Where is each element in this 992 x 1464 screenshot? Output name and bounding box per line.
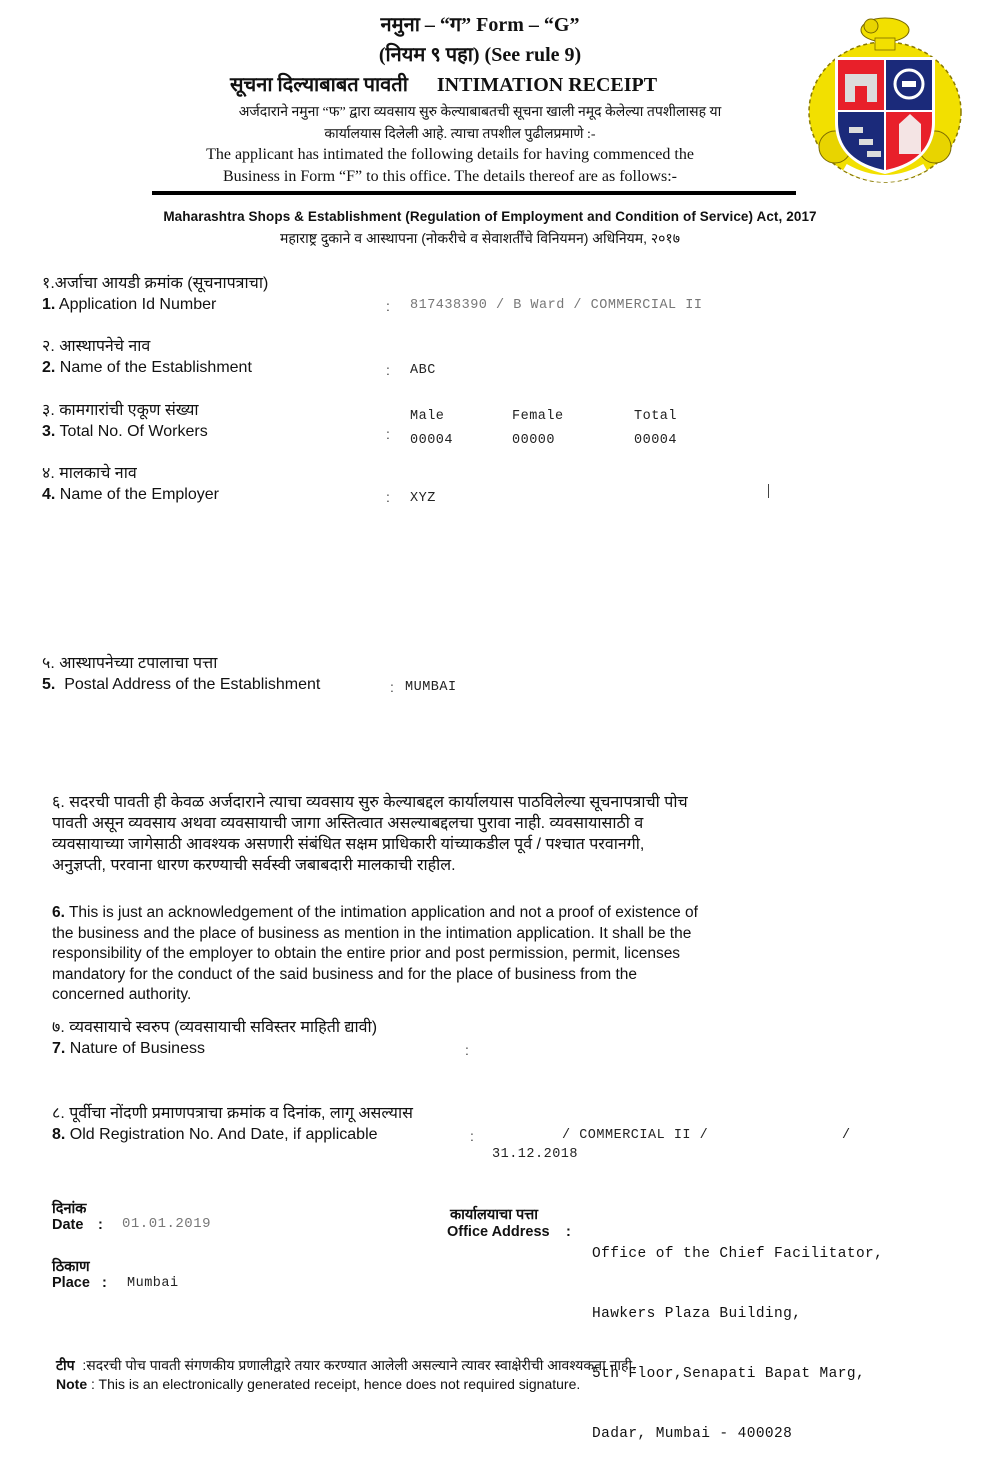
field8-label-text: Old Registration No. And Date, if applicable xyxy=(65,1126,378,1143)
receipt-title xyxy=(230,70,790,97)
place-label-mr: ठिकाण xyxy=(52,1259,90,1275)
field5-number: 5. xyxy=(42,676,56,693)
clause6-en-line xyxy=(52,903,812,924)
field1-number: 1. xyxy=(42,296,56,313)
clause6-mr-line: अनुज्ञप्ती, परवाना धारण करण्याची सर्वस्वी जबाबदारी मालकाची राहील. xyxy=(52,857,456,874)
field5-label-mr: ५. आस्थापनेच्या टपालाचा पत्ता xyxy=(42,655,218,672)
employer-name-value: XYZ xyxy=(410,491,436,506)
form-title: नमुना – “ग” Form – “G” xyxy=(380,14,580,36)
field2-label-en xyxy=(42,359,252,377)
workers-female-header: Female xyxy=(512,409,564,424)
clause6-en-line: the business and the place of business as mention in the intimation application. It shall be the xyxy=(52,924,692,942)
old-registration-date: 31.12.2018 xyxy=(492,1147,579,1162)
intro-en-line1: The applicant has intimated the following details for having commenced the xyxy=(206,146,694,163)
header-divider xyxy=(152,191,796,195)
office-address-colon: : xyxy=(566,1224,571,1240)
old-registration-slash: / xyxy=(842,1128,851,1143)
field4-label-mr: ४. मालकाचे नाव xyxy=(42,465,137,482)
field7-colon: : xyxy=(465,1042,469,1058)
clause6-mr-line: पावती असून व्यवसाय अथवा व्यवसायाची जागा अस्तित्वात असल्याबद्दलचा पुरावा नाही. व्यवसायासाठी व xyxy=(52,815,644,832)
office-address-value xyxy=(592,1204,883,1464)
field5-label-text: Postal Address of the Establishment xyxy=(55,676,321,693)
place-colon: : xyxy=(102,1275,107,1291)
field3-number: 3. xyxy=(42,423,56,440)
old-registration-value: / COMMERCIAL II / xyxy=(562,1128,709,1143)
office-address-label-en: Office Address xyxy=(447,1224,550,1240)
field8-colon: : xyxy=(470,1128,474,1144)
receipt-title-mr: सूचना दिल्याबाबत पावती xyxy=(230,74,408,96)
field4-label-text: Name of the Employer xyxy=(55,486,219,503)
emblem-icon xyxy=(805,12,965,190)
field7-label-mr: ७. व्यवसायाचे स्वरुप (व्यवसायाची सविस्तर माहिती द्यावी) xyxy=(52,1019,378,1036)
workers-female-value: 00000 xyxy=(512,433,556,448)
date-label-mr: दिनांक xyxy=(52,1201,87,1217)
note-mr-label: टीप xyxy=(56,1357,75,1373)
place-value: Mumbai xyxy=(127,1276,179,1291)
date-label-en: Date xyxy=(52,1217,84,1233)
establishment-name-value: ABC xyxy=(410,363,436,378)
emblem-logo xyxy=(805,12,965,190)
clause6-en-line: mandatory for the conduct of the said business and for the place of business from the xyxy=(52,965,638,983)
note-mr-text: :सदरची पोच पावती संगणकीय प्रणालीद्वारे तयार करण्यात आलेली असल्याने त्यावर स्वाक्षेरीची आवश्यकता नाही. xyxy=(74,1357,637,1373)
clause6-en xyxy=(52,903,812,1006)
receipt-title-en: INTIMATION RECEIPT xyxy=(436,74,658,96)
field4-number: 4. xyxy=(42,486,56,503)
field1-colon: : xyxy=(386,298,390,314)
office-address-line: Hawkers Plaza Building, xyxy=(592,1306,802,1322)
field1-label-text: Application Id Number xyxy=(55,296,217,313)
note-en xyxy=(56,1375,580,1393)
office-address-line: 5th Floor,Senapati Bapat Marg, xyxy=(592,1366,866,1382)
intro-mr-line1: अर्जदाराने नमुना “फ” द्वारा व्यवसाय सुरु केल्याबाबतची सूचना खाली नमूद केलेल्या तपशीलासह या xyxy=(238,105,722,120)
field7-label-text: Nature of Business xyxy=(65,1040,205,1057)
field7-number: 7. xyxy=(52,1040,66,1057)
field2-number: 2. xyxy=(42,359,56,376)
clause6-mr xyxy=(52,792,812,876)
note-en-text: : This is an electronically generated receipt, hence does not required signature. xyxy=(87,1376,581,1392)
clause6-number: 6. xyxy=(52,904,65,921)
clause6-mr-line: ६. सदरची पावती ही केवळ अर्जदाराने त्याचा व्यवसाय सुरु केल्याबद्दल कार्यालयास पाठविलेल्या सूचनापत्राची पोच xyxy=(52,794,688,811)
field8-label-mr: ८. पूर्वीचा नोंदणी प्रमाणपत्राचा क्रमांक व दिनांक, लागू असल्यास xyxy=(52,1105,413,1122)
workers-total-header: Total xyxy=(634,409,678,424)
field5-colon: : xyxy=(390,679,394,695)
postal-address-value: MUMBAI xyxy=(405,680,457,695)
act-title-mr: महाराष्ट्र दुकाने व आस्थापना (नोकरीचे व सेवाशर्तींचे विनियमन) अधिनियम, २०१७ xyxy=(279,230,680,246)
field7-label-en xyxy=(52,1040,205,1058)
field8-number: 8. xyxy=(52,1126,66,1143)
text-cursor-mark xyxy=(768,484,769,498)
office-address-label-mr: कार्यालयाचा पत्ता xyxy=(450,1207,539,1223)
workers-total-value: 00004 xyxy=(634,433,678,448)
field3-label-mr: ३. कामगारांची एकूण संख्या xyxy=(42,402,199,419)
office-address-line: Dadar, Mumbai - 400028 xyxy=(592,1426,793,1442)
rule-reference: (नियम ९ पहा) (See rule 9) xyxy=(378,44,582,66)
place-label-en: Place xyxy=(52,1275,90,1291)
field4-colon: : xyxy=(386,489,390,505)
field5-label-en xyxy=(42,676,320,694)
clause6-mr-line: व्यवसायाच्या जागेसाठी आवश्यक असणारी संबंधित सक्षम प्राधिकारी यांच्याकडील पूर्व / पश्चात परवानगी, xyxy=(52,836,645,853)
office-address-line: Office of the Chief Facilitator, xyxy=(592,1246,884,1262)
note-en-label: Note xyxy=(56,1376,88,1392)
field2-label-mr: २. आस्थापनेचे नाव xyxy=(42,338,151,355)
act-title-en: Maharashtra Shops & Establishment (Regulation of Employment and Condition of Service) Act, 2017 xyxy=(163,209,817,224)
field1-label-en xyxy=(42,296,216,314)
field2-label-text: Name of the Establishment xyxy=(55,359,252,376)
clause6-en-text: This is just an acknowledgement of the intimation application and not a proof of existence of xyxy=(64,904,698,921)
field3-colon: : xyxy=(386,426,390,442)
date-colon: : xyxy=(98,1217,103,1233)
workers-male-value: 00004 xyxy=(410,433,454,448)
intro-en-line2: Business in Form “F” to this office. The details thereof are as follows:- xyxy=(223,168,677,185)
field4-label-en xyxy=(42,486,219,504)
field8-label-en xyxy=(52,1126,378,1144)
field3-label-en xyxy=(42,423,208,441)
workers-male-header: Male xyxy=(410,409,445,424)
application-id-value: 817438390 / B Ward / COMMERCIAL II xyxy=(410,298,703,313)
field1-label-mr: १.अर्जाचा आयडी क्रमांक (सूचनापत्राचा) xyxy=(42,275,269,292)
clause6-en-line: responsibility of the employer to obtain the entire prior and post permission, permit, licenses xyxy=(52,945,681,962)
note-mr xyxy=(56,1356,636,1374)
field3-label-text: Total No. Of Workers xyxy=(55,423,208,440)
field2-colon: : xyxy=(386,362,390,378)
intro-mr-line2: कार्यालयास दिलेली आहे. त्याचा तपशील पुढीलप्रमाणे :- xyxy=(324,127,596,142)
clause6-en-line: concerned authority. xyxy=(52,986,192,1003)
date-value: 01.01.2019 xyxy=(122,1216,212,1232)
